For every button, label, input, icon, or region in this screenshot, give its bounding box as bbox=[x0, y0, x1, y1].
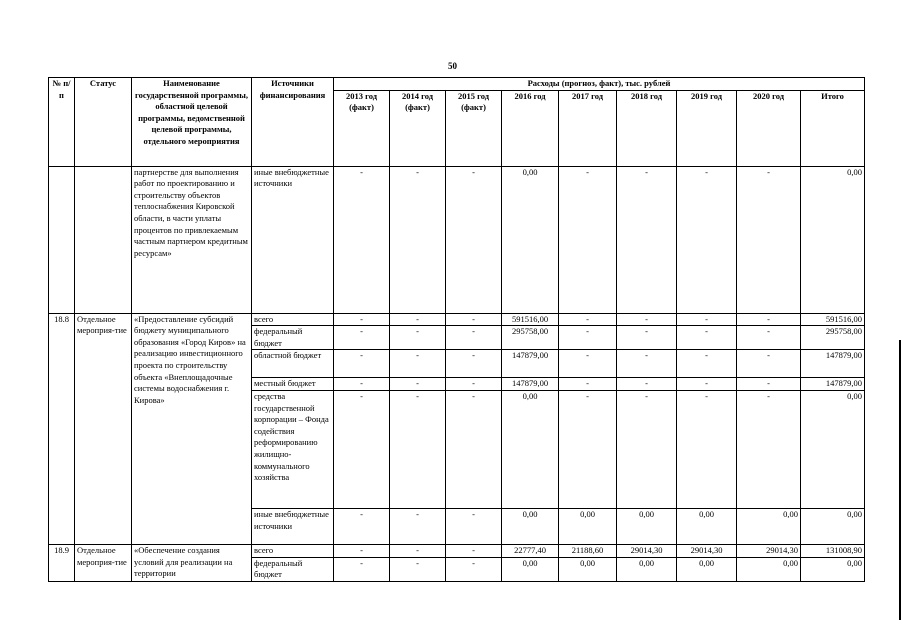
value-cell: - bbox=[446, 326, 502, 350]
value-cell: - bbox=[446, 378, 502, 391]
value-cell: - bbox=[617, 313, 677, 326]
header-row-1 bbox=[49, 78, 865, 91]
table-row bbox=[49, 166, 865, 313]
value-cell: 147879,00 bbox=[502, 378, 559, 391]
value-cell: - bbox=[446, 313, 502, 326]
value-cell: 0,00 bbox=[502, 390, 559, 508]
value-cell: 0,00 bbox=[677, 508, 737, 544]
row-source: областной бюджет bbox=[252, 350, 334, 378]
value-cell: - bbox=[559, 390, 617, 508]
row-source: иные внебюджетные источники bbox=[252, 508, 334, 544]
total-cell: 0,00 bbox=[801, 390, 865, 508]
total-cell: 591516,00 bbox=[801, 313, 865, 326]
value-cell: 0,00 bbox=[502, 508, 559, 544]
value-cell: - bbox=[390, 350, 446, 378]
value-cell: - bbox=[390, 508, 446, 544]
value-cell: - bbox=[334, 508, 390, 544]
row-number bbox=[49, 166, 75, 313]
value-cell: - bbox=[390, 378, 446, 391]
value-cell: 295758,00 bbox=[502, 326, 559, 350]
value-cell: 591516,00 bbox=[502, 313, 559, 326]
row-source: всего bbox=[252, 313, 334, 326]
row-source: иные внебюджетные источники bbox=[252, 166, 334, 313]
value-cell: 0,00 bbox=[559, 508, 617, 544]
value-cell: - bbox=[677, 350, 737, 378]
value-cell: 0,00 bbox=[617, 508, 677, 544]
row-source: федеральный бюджет bbox=[252, 557, 334, 581]
value-cell: - bbox=[446, 166, 502, 313]
value-cell: - bbox=[737, 350, 801, 378]
value-cell: 0,00 bbox=[502, 557, 559, 581]
value-cell: - bbox=[677, 326, 737, 350]
row-number: 18.9 bbox=[49, 544, 75, 581]
value-cell: - bbox=[390, 313, 446, 326]
value-cell: - bbox=[559, 313, 617, 326]
value-cell: - bbox=[390, 544, 446, 557]
value-cell: - bbox=[390, 390, 446, 508]
value-cell: 0,00 bbox=[617, 557, 677, 581]
header-year: 2017 год bbox=[559, 90, 617, 166]
row-source: средства государственной корпорации – Фонда содействия реформированию жилищно-коммунального хозяйства bbox=[252, 390, 334, 508]
value-cell: - bbox=[446, 544, 502, 557]
row-status: Отдельное мероприя-тие bbox=[75, 544, 132, 581]
margin-rule bbox=[899, 340, 901, 620]
header-name: Наименование государственной программы, областной целевой программы, ведомственной целевой программы, отдельного мероприятия bbox=[132, 78, 252, 167]
value-cell: 0,00 bbox=[559, 557, 617, 581]
value-cell: 21188,60 bbox=[559, 544, 617, 557]
value-cell: - bbox=[559, 350, 617, 378]
value-cell: - bbox=[334, 557, 390, 581]
table-row bbox=[49, 313, 865, 326]
value-cell: - bbox=[677, 313, 737, 326]
value-cell: - bbox=[446, 508, 502, 544]
value-cell: - bbox=[390, 326, 446, 350]
value-cell: 147879,00 bbox=[502, 350, 559, 378]
header-year: 2013 год (факт) bbox=[334, 90, 390, 166]
header-no: № п/п bbox=[49, 78, 75, 167]
value-cell: - bbox=[737, 378, 801, 391]
row-source: всего bbox=[252, 544, 334, 557]
value-cell: 0,00 bbox=[502, 166, 559, 313]
value-cell: - bbox=[334, 378, 390, 391]
value-cell: - bbox=[334, 350, 390, 378]
row-status: Отдельное мероприя-тие bbox=[75, 313, 132, 544]
expenses-table bbox=[48, 77, 865, 582]
row-name: партнерстве для выполнения работ по проектированию и строительству объектов теплоснабжения Кировской области, в части уплаты процентов по привлекаемым частным партнером кредитным ресурсам» bbox=[132, 166, 252, 313]
value-cell: - bbox=[677, 166, 737, 313]
row-status bbox=[75, 166, 132, 313]
value-cell: - bbox=[737, 326, 801, 350]
value-cell: - bbox=[559, 326, 617, 350]
value-cell: - bbox=[617, 326, 677, 350]
value-cell: - bbox=[677, 378, 737, 391]
total-cell: 295758,00 bbox=[801, 326, 865, 350]
header-year: 2015 год (факт) bbox=[446, 90, 502, 166]
header-total: Итого bbox=[801, 90, 865, 166]
value-cell: - bbox=[559, 166, 617, 313]
value-cell: - bbox=[617, 390, 677, 508]
value-cell: 29014,30 bbox=[737, 544, 801, 557]
header-year: 2016 год bbox=[502, 90, 559, 166]
value-cell: - bbox=[617, 350, 677, 378]
header-year: 2014 год (факт) bbox=[390, 90, 446, 166]
row-number: 18.8 bbox=[49, 313, 75, 544]
total-cell: 131008,90 bbox=[801, 544, 865, 557]
value-cell: - bbox=[617, 166, 677, 313]
value-cell: 29014,30 bbox=[677, 544, 737, 557]
row-source: местный бюджет bbox=[252, 378, 334, 391]
header-expenses: Расходы (прогноз, факт), тыс. рублей bbox=[334, 78, 865, 91]
value-cell: 29014,30 bbox=[617, 544, 677, 557]
value-cell: - bbox=[559, 378, 617, 391]
header-year: 2019 год bbox=[677, 90, 737, 166]
value-cell: - bbox=[446, 557, 502, 581]
total-cell: 147879,00 bbox=[801, 350, 865, 378]
table-row bbox=[49, 544, 865, 557]
value-cell: - bbox=[677, 390, 737, 508]
total-cell: 0,00 bbox=[801, 508, 865, 544]
value-cell: - bbox=[334, 313, 390, 326]
value-cell: - bbox=[737, 390, 801, 508]
row-source: федеральный бюджет bbox=[252, 326, 334, 350]
total-cell: 0,00 bbox=[801, 166, 865, 313]
value-cell: - bbox=[390, 166, 446, 313]
header-year: 2020 год bbox=[737, 90, 801, 166]
header-source: Источники финансирования bbox=[252, 78, 334, 167]
header-status: Статус bbox=[75, 78, 132, 167]
page-number: 50 bbox=[448, 61, 457, 71]
value-cell: 0,00 bbox=[737, 557, 801, 581]
value-cell: - bbox=[334, 390, 390, 508]
header-year: 2018 год bbox=[617, 90, 677, 166]
value-cell: - bbox=[737, 166, 801, 313]
row-name: «Обеспечение создания условий для реализации на территории bbox=[132, 544, 252, 581]
total-cell: 0,00 bbox=[801, 557, 865, 581]
value-cell: - bbox=[334, 166, 390, 313]
total-cell: 147879,00 bbox=[801, 378, 865, 391]
row-name: «Предоставление субсидий бюджету муниципального образования «Город Киров» на реализацию инвестиционного проекта по строительству объекта «Внеплощадочные системы водоснабжения г. Кирова» bbox=[132, 313, 252, 544]
value-cell: 0,00 bbox=[677, 557, 737, 581]
value-cell: - bbox=[446, 350, 502, 378]
value-cell: - bbox=[334, 326, 390, 350]
value-cell: - bbox=[334, 544, 390, 557]
value-cell: - bbox=[617, 378, 677, 391]
value-cell: - bbox=[446, 390, 502, 508]
value-cell: 0,00 bbox=[737, 508, 801, 544]
value-cell: - bbox=[390, 557, 446, 581]
value-cell: 22777,40 bbox=[502, 544, 559, 557]
value-cell: - bbox=[737, 313, 801, 326]
